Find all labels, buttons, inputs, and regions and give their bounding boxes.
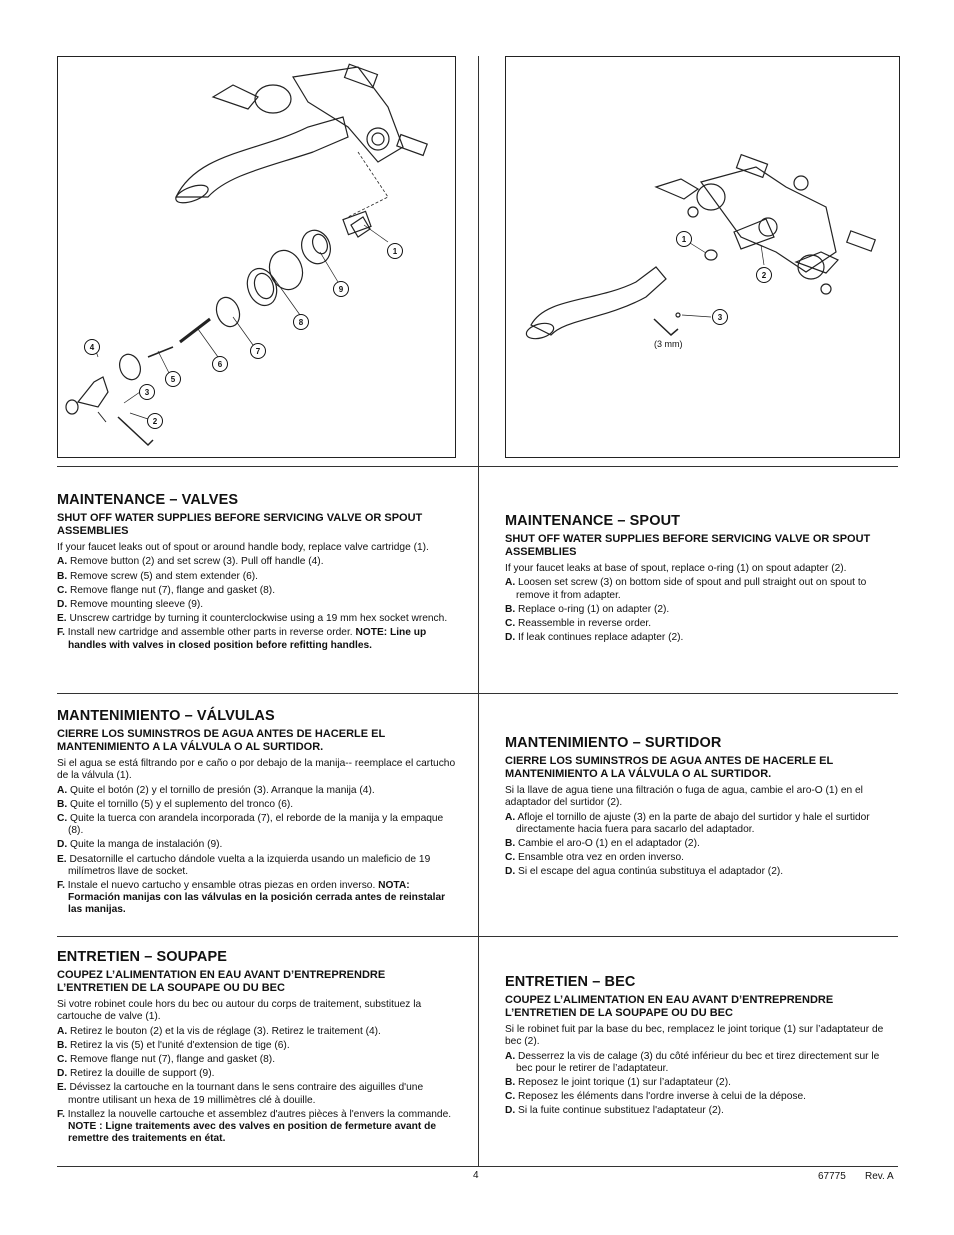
step-letter: C. bbox=[505, 852, 516, 864]
section-title: MANTENIMIENTO – VÁLVULAS bbox=[57, 708, 275, 724]
valves-diagram-frame bbox=[57, 56, 456, 458]
step-letter: D. bbox=[57, 599, 68, 611]
step-text: Ensamble otra vez en orden inverso. bbox=[518, 852, 684, 864]
step-text: Desserrez la vis de calage (3) du côté inférieur du bec et tirez directement sur le bec pour le retirer de l’adaptateur. bbox=[516, 1050, 880, 1074]
page-number: 4 bbox=[473, 1170, 479, 1181]
step-letter: B. bbox=[505, 603, 516, 615]
step-item bbox=[505, 577, 898, 601]
step-text: Remove flange nut (7), flange and gasket (8). bbox=[70, 1054, 276, 1066]
step-text: Remove screw (5) and stem extender (6). bbox=[70, 570, 259, 582]
step-item bbox=[57, 1026, 457, 1038]
step-text: Instale el nuevo cartucho y ensamble otras piezas en orden inverso. bbox=[67, 880, 376, 892]
steps-list bbox=[57, 1026, 457, 1146]
warning-text: COUPEZ L’ALIMENTATION EN EAU AVANT D’ENTREPRENDRE L’ENTRETIEN DE LA SOUPAPE OU DU BEC bbox=[505, 994, 834, 1020]
step-text: Afloje el tornillo de ajuste (3) en la parte de abajo del surtidor y hale el surtidor directamente hacia fuera para sacarlo del adaptador. bbox=[516, 811, 870, 835]
step-note: NOTA: Formación manijas con las válvulas en la posición cerrada antes de reinstalar las manijas. bbox=[68, 880, 446, 916]
divider-footer bbox=[57, 1166, 898, 1167]
steps-list bbox=[505, 1051, 898, 1118]
step-item bbox=[505, 618, 898, 630]
step-letter: F. bbox=[57, 1108, 65, 1120]
step-text: Replace o-ring (1) on adapter (2). bbox=[518, 603, 670, 615]
en-spout-section bbox=[505, 515, 898, 646]
step-text: Quite la tuerca con arandela incorporada (7), el reborde de la manija y la empaque (8). bbox=[68, 813, 444, 837]
step-letter: C. bbox=[57, 584, 68, 596]
step-text: Retirez la douille de support (9). bbox=[70, 1068, 215, 1080]
step-item bbox=[57, 556, 457, 568]
divider-figures bbox=[57, 466, 898, 467]
step-text: Desatornille el cartucho dándole vuelta a la izquierda usando un maleficio de 19 milímetros llave de socket. bbox=[68, 853, 431, 877]
step-letter: A. bbox=[57, 556, 68, 568]
step-letter: B. bbox=[57, 798, 68, 810]
step-item bbox=[505, 866, 898, 878]
warning-text: CIERRE LOS SUMINSTROS DE AGUA ANTES DE HACERLE EL MANTENIMIENTO A LA VÁLVULA O AL SURTIDOR. bbox=[57, 728, 385, 754]
callout-number: 6 bbox=[217, 360, 223, 369]
section-title: MAINTENANCE – VALVES bbox=[57, 492, 239, 508]
step-text: Remove flange nut (7), flange and gasket (8). bbox=[70, 584, 276, 596]
step-item bbox=[505, 1051, 898, 1075]
step-letter: C. bbox=[57, 813, 68, 825]
step-item bbox=[57, 571, 457, 583]
revision: Rev. A bbox=[865, 1171, 894, 1182]
step-item bbox=[505, 1077, 898, 1089]
step-letter: D. bbox=[57, 839, 68, 851]
step-letter: B. bbox=[505, 838, 516, 850]
step-item bbox=[57, 627, 457, 651]
step-letter: D. bbox=[505, 866, 516, 878]
intro-text: If your faucet leaks at base of spout, replace o-ring (1) on spout adapter (2). bbox=[505, 563, 847, 575]
hex-key-size-label: (3 mm) bbox=[654, 339, 683, 349]
step-letter: B. bbox=[57, 1039, 68, 1051]
step-text: Cambie el aro-O (1) en el adaptador (2). bbox=[518, 838, 700, 850]
step-note: NOTE : Ligne traitements avec des valves en position de fermeture avant de remettre des traitements en état. bbox=[68, 1121, 436, 1145]
step-text: Quite el botón (2) y el tornillo de presión (3). Arranque la manija (4). bbox=[70, 784, 375, 796]
callout-number: 5 bbox=[170, 375, 176, 384]
callout-number: 4 bbox=[89, 343, 95, 352]
es-spout-section bbox=[505, 737, 898, 881]
warning-text: COUPEZ L’ALIMENTATION EN EAU AVANT D’ENTREPRENDRE L’ENTRETIEN DE LA SOUPAPE OU DU BEC bbox=[57, 969, 386, 995]
step-text: Remove button (2) and set screw (3). Pull off handle (4). bbox=[70, 556, 324, 568]
section-title: MANTENIMIENTO – SURTIDOR bbox=[505, 735, 722, 751]
steps-list bbox=[57, 556, 457, 651]
step-text: Si el escape del agua continúa substituya el adaptador (2). bbox=[518, 866, 784, 878]
step-text: If leak continues replace adapter (2). bbox=[518, 632, 684, 644]
callout-number: 3 bbox=[717, 313, 723, 322]
step-letter: E. bbox=[57, 1082, 67, 1094]
step-item bbox=[57, 880, 457, 917]
section-title: MAINTENANCE – SPOUT bbox=[505, 513, 681, 529]
step-text: Unscrew cartridge by turning it counterclockwise using a 19 mm hex socket wrench. bbox=[69, 613, 448, 625]
en-valves-section bbox=[57, 494, 457, 654]
step-text: Si la fuite continue substituez l'adaptateur (2). bbox=[518, 1105, 724, 1117]
step-letter: C. bbox=[505, 1091, 516, 1103]
step-item bbox=[57, 854, 457, 878]
steps-list bbox=[505, 577, 898, 644]
step-item bbox=[505, 632, 898, 644]
step-item bbox=[57, 599, 457, 611]
warning-text: SHUT OFF WATER SUPPLIES BEFORE SERVICING VALVE OR SPOUT ASSEMBLIES bbox=[505, 533, 871, 559]
step-letter: E. bbox=[57, 613, 67, 625]
step-text: Reposez le joint torique (1) sur l’adaptateur (2). bbox=[518, 1077, 731, 1089]
steps-list bbox=[505, 812, 898, 879]
step-item bbox=[57, 613, 457, 625]
step-text: Retirez le bouton (2) et la vis de réglage (3). Retirez le traitement (4). bbox=[70, 1025, 381, 1037]
warning-text: CIERRE LOS SUMINSTROS DE AGUA ANTES DE HACERLE EL MANTENIMIENTO A LA VÁLVULA O AL SURTIDOR. bbox=[505, 755, 833, 781]
step-item bbox=[57, 1040, 457, 1052]
fr-spout-section bbox=[505, 976, 898, 1120]
step-letter: C. bbox=[505, 618, 516, 630]
step-item bbox=[505, 812, 898, 836]
spout-diagram-frame bbox=[505, 56, 900, 458]
step-text: Reassemble in reverse order. bbox=[518, 618, 652, 630]
step-letter: A. bbox=[57, 1025, 68, 1037]
callout-number: 9 bbox=[338, 285, 344, 294]
section-title: ENTRETIEN – SOUPAPE bbox=[57, 949, 228, 965]
section-title: ENTRETIEN – BEC bbox=[505, 974, 636, 990]
step-text: Dévissez la cartouche en la tournant dans le sens contraire des aiguilles d'une montre utilisant un hexa de 19 millimètres clé à douille. bbox=[68, 1082, 424, 1106]
callout-number: 2 bbox=[761, 271, 767, 280]
callout-number: 1 bbox=[392, 247, 398, 256]
spout-exploded-diagram bbox=[506, 57, 899, 457]
step-item bbox=[57, 839, 457, 851]
step-item bbox=[505, 1091, 898, 1103]
step-letter: D. bbox=[505, 632, 516, 644]
step-letter: D. bbox=[57, 1068, 68, 1080]
step-item bbox=[57, 813, 457, 837]
step-item bbox=[57, 1054, 457, 1066]
intro-text: Si la llave de agua tiene una filtración o fuga de agua, cambie el aro-O (1) en el adaptador del surtidor (2). bbox=[505, 785, 863, 809]
step-item bbox=[57, 1082, 457, 1106]
step-item bbox=[57, 799, 457, 811]
step-item bbox=[505, 604, 898, 616]
step-letter: C. bbox=[57, 1054, 68, 1066]
step-item bbox=[505, 838, 898, 850]
doc-number: 67775 bbox=[818, 1171, 846, 1182]
step-item bbox=[57, 1068, 457, 1080]
step-letter: B. bbox=[505, 1077, 516, 1089]
step-letter: A. bbox=[57, 784, 68, 796]
valves-exploded-diagram bbox=[58, 57, 455, 457]
step-item bbox=[57, 1109, 457, 1146]
step-text: Loosen set screw (3) on bottom side of spout and pull straight out on spout to remove it from adapter. bbox=[516, 577, 867, 601]
step-text: Quite la manga de instalación (9). bbox=[70, 839, 223, 851]
step-text: Retirez la vis (5) et l'unité d'extension de tige (6). bbox=[70, 1039, 290, 1051]
step-text: Remove mounting sleeve (9). bbox=[70, 599, 204, 611]
step-letter: A. bbox=[505, 811, 516, 823]
step-note: NOTE: Line up handles with valves in closed position before refitting handles. bbox=[68, 627, 427, 651]
step-letter: A. bbox=[505, 577, 516, 589]
callout-number: 2 bbox=[152, 417, 158, 426]
step-letter: E. bbox=[57, 853, 67, 865]
intro-text: If your faucet leaks out of spout or around handle body, replace valve cartridge (1). bbox=[57, 542, 429, 554]
intro-text: Si votre robinet coule hors du bec ou autour du corps de traitement, substituez la cartouche de valve (1). bbox=[57, 999, 422, 1023]
step-item bbox=[505, 1105, 898, 1117]
step-text: Quite el tornillo (5) y el suplemento del tronco (6). bbox=[70, 798, 294, 810]
callout-number: 7 bbox=[255, 347, 261, 356]
callout-number: 8 bbox=[298, 318, 304, 327]
step-letter: B. bbox=[57, 570, 68, 582]
intro-text: Si le robinet fuit par la base du bec, remplacez le joint torique (1) sur l’adaptateur de bec (2). bbox=[505, 1024, 884, 1048]
callout-number: 3 bbox=[144, 388, 150, 397]
step-item bbox=[505, 852, 898, 864]
intro-text: Si el agua se está filtrando por e caño o por debajo de la manija-- reemplace el cartucho de la válvula (1). bbox=[57, 758, 456, 782]
step-text: Install new cartridge and assemble other parts in reverse order. bbox=[67, 627, 353, 639]
step-letter: F. bbox=[57, 880, 65, 892]
callout-number: 1 bbox=[681, 235, 687, 244]
column-divider bbox=[478, 56, 479, 1166]
divider-es-fr bbox=[57, 936, 898, 937]
step-letter: A. bbox=[505, 1050, 516, 1062]
divider-en-es bbox=[57, 693, 898, 694]
step-letter: F. bbox=[57, 627, 65, 639]
step-text: Reposez les éléments dans l'ordre inverse à celui de la dépose. bbox=[518, 1091, 806, 1103]
step-item bbox=[57, 585, 457, 597]
warning-text: SHUT OFF WATER SUPPLIES BEFORE SERVICING VALVE OR SPOUT ASSEMBLIES bbox=[57, 512, 423, 538]
step-letter: D. bbox=[505, 1105, 516, 1117]
steps-list bbox=[57, 785, 457, 917]
es-valves-section bbox=[57, 710, 457, 919]
step-text: Installez la nouvelle cartouche et assemblez d'autres pièces à l'envers la commande. bbox=[67, 1108, 452, 1120]
step-item bbox=[57, 785, 457, 797]
fr-valves-section bbox=[57, 951, 457, 1147]
